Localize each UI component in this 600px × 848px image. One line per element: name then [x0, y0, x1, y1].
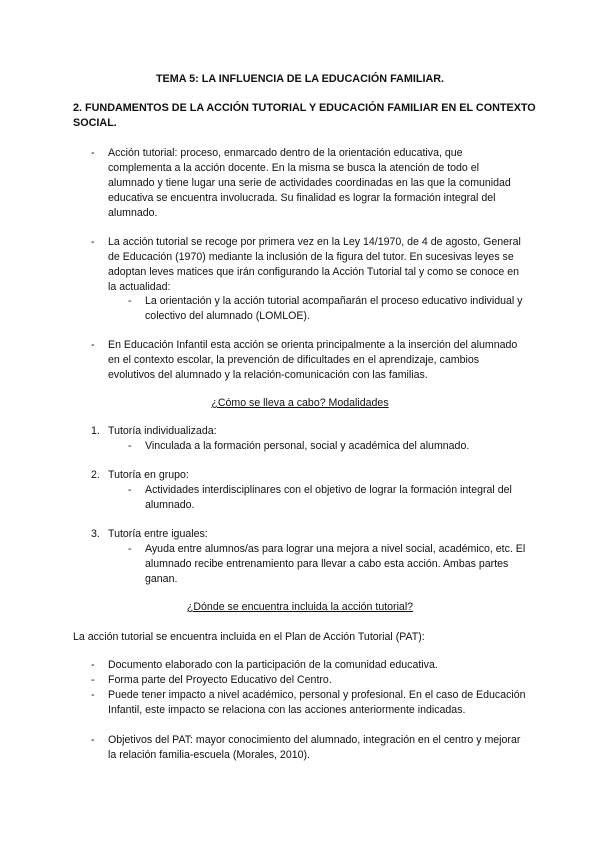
- document-title: TEMA 5: LA INFLUENCIA DE LA EDUCACIÓN FAMILIAR.: [155, 73, 445, 85]
- intro-bullet-1: Acción tutorial: proceso, enmarcado dentro de la orientación educativa, que complementa a la acción docente. En la misma se busca la atención de todo el alumnado y tiene lugar una serie de actividades coordinadas en las que la comunidad educativa se encuentra involucrada. Su finalidad es lograr la formación integral del alumnado.: [108, 147, 511, 219]
- bullet-marker: -: [91, 659, 95, 671]
- bullet-marker: -: [91, 236, 95, 248]
- modalidad-label: Tutoría en grupo:: [108, 469, 189, 481]
- list-number: 2.: [91, 469, 100, 481]
- sub-bullet-marker: -: [128, 295, 132, 307]
- modalidad-detail: Ayuda entre alumnos/as para lograr una mejora a nivel social, académico, etc. El alumnado recibe entrenamiento para llevar a cabo esta acción. Ambas partes ganan.: [145, 543, 526, 585]
- sub-bullet-marker: -: [128, 484, 132, 496]
- modalidad-detail: Actividades interdisciplinares con el objetivo de lograr la formación integral del alumnado.: [145, 484, 512, 511]
- bullet-marker: -: [91, 689, 95, 701]
- list-number: 3.: [91, 528, 100, 540]
- bullet-marker: -: [91, 734, 95, 746]
- modalidad-label: Tutoría entre iguales:: [108, 528, 208, 540]
- sub-bullet-marker: -: [128, 440, 132, 452]
- pat-bullet-2: Forma parte del Proyecto Educativo del Centro.: [108, 674, 332, 686]
- pat-bullet-1: Documento elaborado con la participación de la comunidad educativa.: [108, 659, 438, 671]
- pat-intro: La acción tutorial se encuentra incluida en el Plan de Acción Tutorial (PAT):: [73, 631, 425, 643]
- section-heading: 2. FUNDAMENTOS DE LA ACCIÓN TUTORIAL Y EDUCACIÓN FAMILIAR EN EL CONTEXTO SOCIAL.: [73, 102, 536, 129]
- modalidad-label: Tutoría individualizada:: [108, 425, 217, 437]
- sub-bullet-marker: -: [128, 543, 132, 555]
- pat-bullet-4: Objetivos del PAT: mayor conocimiento del alumnado, integración en el centro y mejorar la relación familia-escuela (Morales, 2010).: [108, 734, 521, 761]
- pat-bullet-3: Puede tener impacto a nivel académico, personal y profesional. En el caso de Educación Infantil, este impacto se relaciona con las acciones anteriormente indicadas.: [108, 689, 526, 716]
- intro-bullet-3: En Educación Infantil esta acción se orienta principalmente a la inserción del alumnado en el contexto escolar, la prevención de dificultades en el aprendizaje, cambios evolutivos del alumnado y la relación-comunicación con las familias.: [108, 339, 518, 381]
- bullet-marker: -: [91, 339, 95, 351]
- modalidades-heading: ¿Cómo se lleva a cabo? Modalidades: [211, 397, 389, 409]
- list-number: 1.: [91, 425, 100, 437]
- pat-heading: ¿Dónde se encuentra incluida la acción tutorial?: [186, 601, 414, 613]
- bullet-marker: -: [91, 674, 95, 686]
- bullet-marker: -: [91, 147, 95, 159]
- modalidad-detail: Vinculada a la formación personal, social y académica del alumnado.: [145, 440, 470, 452]
- intro-sub-bullet: La orientación y la acción tutorial acompañarán el proceso educativo individual y colectivo del alumnado (LOMLOE).: [145, 295, 523, 322]
- intro-bullet-2: La acción tutorial se recoge por primera vez en la Ley 14/1970, de 4 de agosto, General de Educación (1970) mediante la inclusión de la figura del tutor. En sucesivas leyes se adoptan leves matices que irán configurando la Acción Tutorial tal y como se conoce en la actualidad:: [108, 236, 521, 293]
